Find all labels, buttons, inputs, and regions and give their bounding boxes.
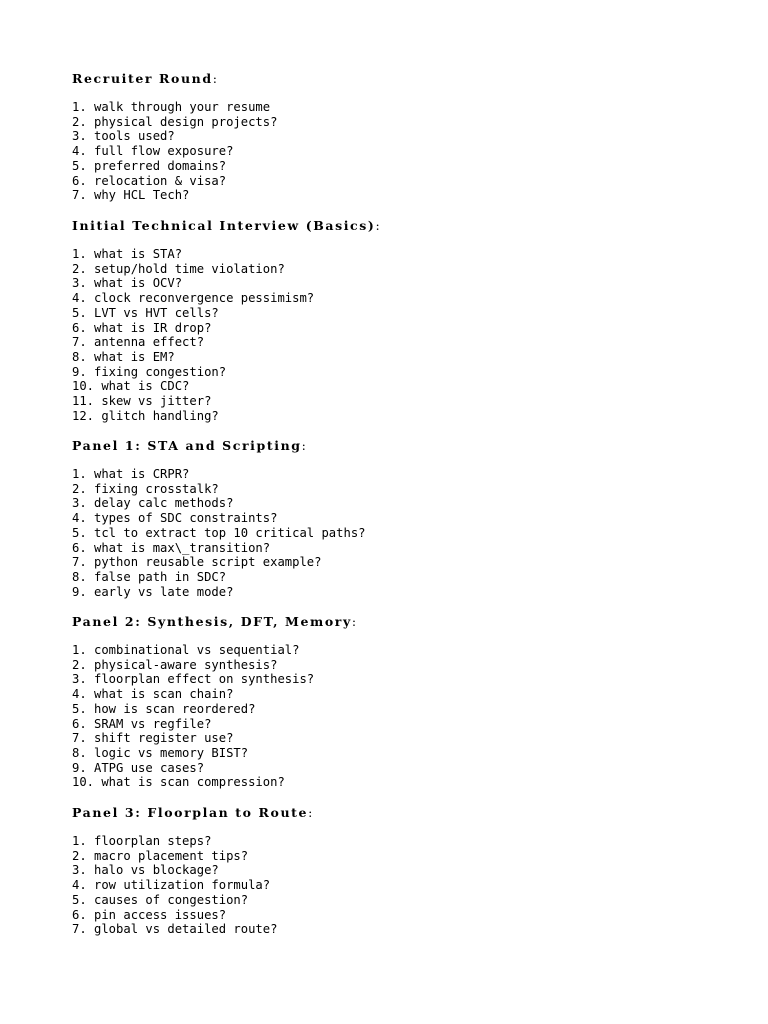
list-item: 4. clock reconvergence pessimism? <box>72 291 315 306</box>
list-item: 12. glitch handling? <box>72 408 219 423</box>
list-item: 3. what is OCV? <box>72 276 183 291</box>
list-item: 6. what is IR drop? <box>72 320 212 335</box>
list-item: 3. halo vs blockage? <box>72 863 219 878</box>
list-item: 3. delay calc methods? <box>72 496 234 511</box>
list-item: 9. early vs late mode? <box>72 584 234 599</box>
list-item: 9. ATPG use cases? <box>72 760 205 775</box>
list-item: 5. causes of congestion? <box>72 892 249 907</box>
list-item: 1. what is STA? <box>72 247 183 261</box>
question-list <box>72 100 277 203</box>
section-heading-text: Panel 1: STA and Scripting <box>72 438 302 453</box>
list-item: 8. logic vs memory BIST? <box>72 745 249 760</box>
list-item: 4. types of SDC constraints? <box>72 511 278 526</box>
list-item: 9. fixing congestion? <box>72 364 227 379</box>
section-heading-text: Recruiter Round <box>72 71 213 86</box>
list-item: 7. antenna effect? <box>72 335 205 350</box>
section-initial-technical-interview <box>72 218 381 423</box>
section-heading <box>72 614 358 630</box>
list-item: 2. macro placement tips? <box>72 848 249 863</box>
list-item: 1. combinational vs sequential? <box>72 643 300 657</box>
list-item: 5. LVT vs HVT cells? <box>72 305 219 320</box>
list-item: 6. pin access issues? <box>72 907 227 922</box>
section-heading <box>72 218 381 234</box>
list-item: 2. fixing crosstalk? <box>72 481 219 496</box>
list-item: 4. what is scan chain? <box>72 687 234 702</box>
list-item: 6. relocation & visa? <box>72 173 227 188</box>
question-list <box>72 643 358 790</box>
section-heading <box>72 805 314 821</box>
list-item: 3. floorplan effect on synthesis? <box>72 672 315 687</box>
section-heading-text: Initial Technical Interview (Basics) <box>72 218 376 233</box>
list-item: 5. preferred domains? <box>72 158 227 173</box>
list-item: 2. physical design projects? <box>72 114 278 129</box>
list-item: 8. what is EM? <box>72 349 175 364</box>
heading-colon: : <box>351 614 358 629</box>
heading-colon: : <box>212 71 219 86</box>
question-list <box>72 247 381 423</box>
section-heading-text: Panel 2: Synthesis, DFT, Memory <box>72 614 352 629</box>
section-recruiter-round <box>72 71 277 203</box>
list-item: 7. python reusable script example? <box>72 555 322 570</box>
list-item: 10. what is scan compression? <box>72 775 285 790</box>
section-panel-1 <box>72 438 366 599</box>
list-item: 1. floorplan steps? <box>72 834 212 848</box>
list-item: 6. SRAM vs regfile? <box>72 716 212 731</box>
list-item: 7. shift register use? <box>72 731 234 746</box>
list-item: 2. physical-aware synthesis? <box>72 657 278 672</box>
heading-colon: : <box>375 218 382 233</box>
list-item: 1. walk through your resume <box>72 100 271 114</box>
list-item: 4. full flow exposure? <box>72 144 234 159</box>
list-item: 11. skew vs jitter? <box>72 394 212 409</box>
list-item: 3. tools used? <box>72 129 175 144</box>
list-item: 4. row utilization formula? <box>72 878 271 893</box>
section-panel-3 <box>72 805 314 937</box>
section-heading <box>72 71 277 87</box>
question-list <box>72 467 366 599</box>
list-item: 7. why HCL Tech? <box>72 188 190 203</box>
list-item: 5. how is scan reordered? <box>72 701 256 716</box>
list-item: 2. setup/hold time violation? <box>72 261 285 276</box>
list-item: 5. tcl to extract top 10 critical paths? <box>72 525 366 540</box>
heading-colon: : <box>308 805 314 820</box>
list-item: 10. what is CDC? <box>72 379 190 394</box>
list-item: 6. what is max\_transition? <box>72 540 271 555</box>
list-item: 7. global vs detailed route? <box>72 922 278 937</box>
list-item: 1. what is CRPR? <box>72 467 190 481</box>
section-heading <box>72 438 366 454</box>
section-panel-2 <box>72 614 358 790</box>
question-list <box>72 834 314 937</box>
section-heading-text: Panel 3: Floorplan to Route <box>72 805 309 820</box>
heading-colon: : <box>301 438 308 453</box>
list-item: 8. false path in SDC? <box>72 569 227 584</box>
